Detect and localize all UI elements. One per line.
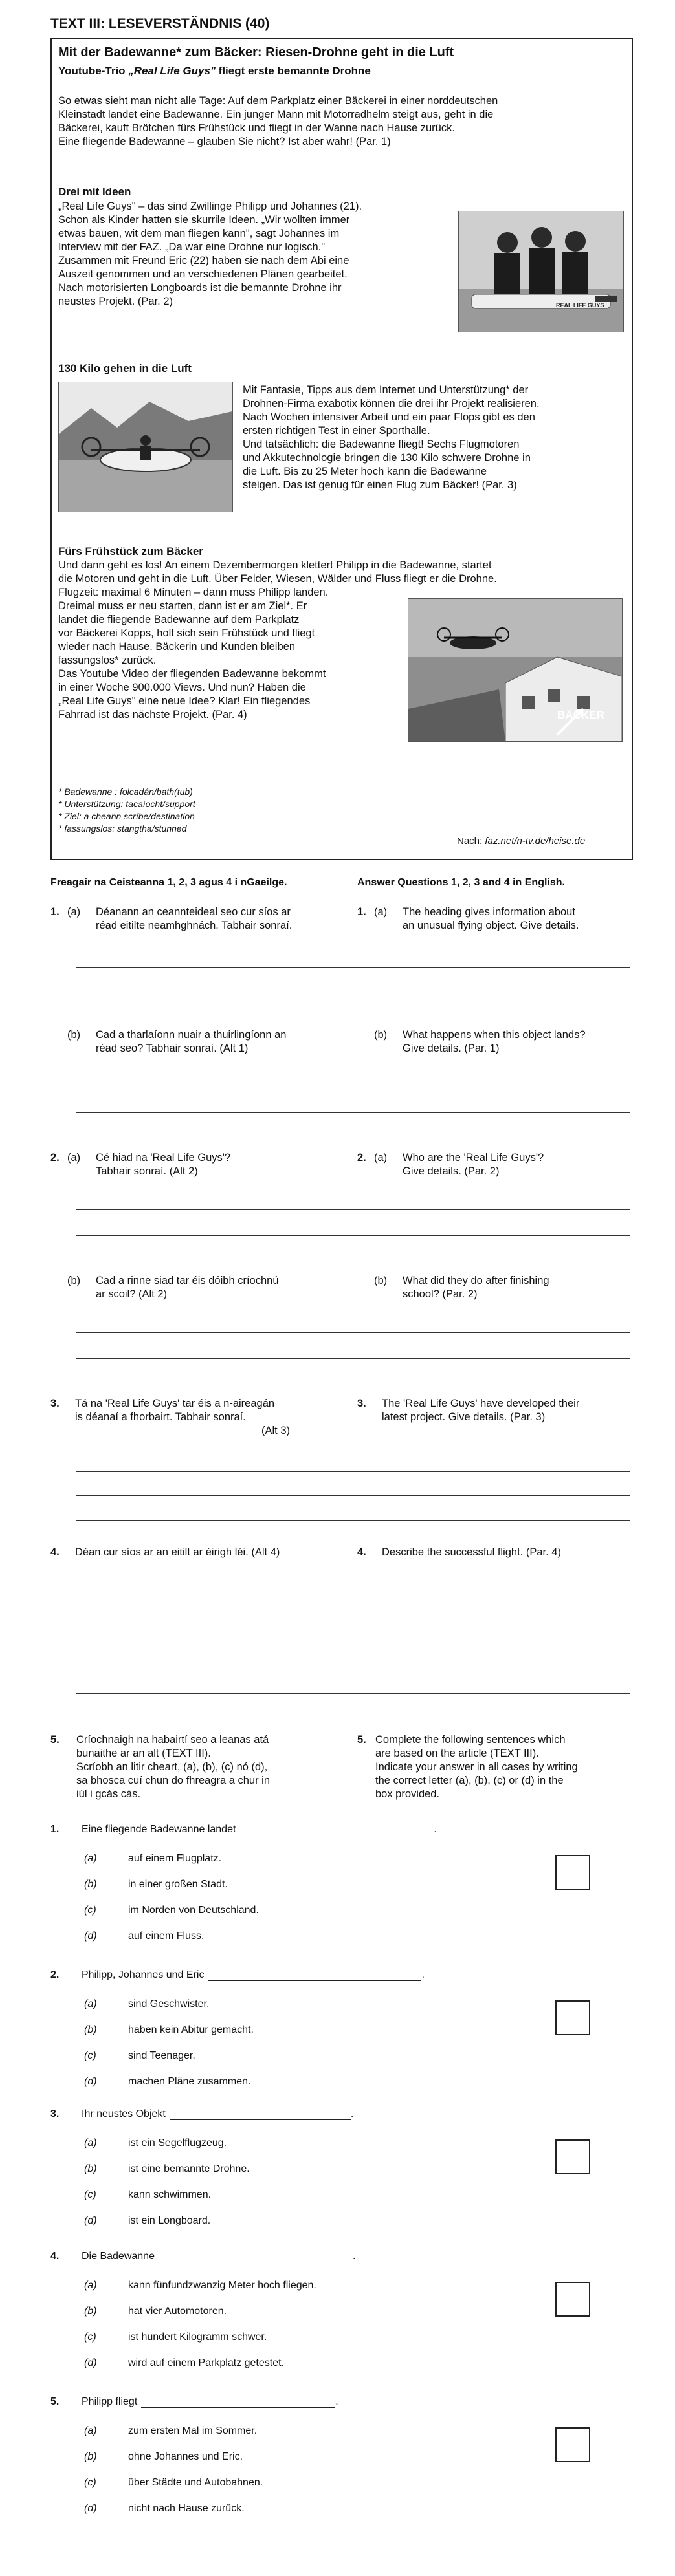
option-text: machen Pläne zusammen. <box>128 2076 251 2087</box>
answer-line[interactable] <box>76 1112 630 1113</box>
question-text-en: The 'Real Life Guys' have developed their <box>382 1398 580 1409</box>
text-line: „Real Life Guys" eine neue Idee? Klar! Ein fliegendes <box>58 695 311 707</box>
question-irish <box>50 1546 335 1559</box>
photo-bakery <box>408 598 623 742</box>
question-text: Cé hiad na 'Real Life Guys'? <box>96 1152 231 1164</box>
question-text: is déanaí a fhorbairt. Tabhair sonraí. <box>75 1411 246 1423</box>
text-line: Das Youtube Video der fliegenden Badewanne bekommt <box>58 668 326 680</box>
stem-text: Die Badewanne <box>82 2251 155 2262</box>
option-letter: (d) <box>84 1931 97 1942</box>
answer-box[interactable] <box>555 2282 590 2317</box>
text-line: Interview mit der FAZ. „Da war eine Drohne nur logisch." <box>58 241 326 253</box>
section-heading: 130 Kilo gehen in die Luft <box>58 362 192 374</box>
answer-line[interactable] <box>76 967 630 968</box>
option-text: ist ein Segelflugzeug. <box>128 2138 227 2148</box>
option-letter: (a) <box>84 2425 97 2436</box>
answer-line[interactable] <box>76 1358 630 1359</box>
option-letter: (d) <box>84 2215 97 2226</box>
q5-line: are based on the article (TEXT III). <box>375 1748 539 1759</box>
question-text: (Alt 3) <box>261 1425 290 1436</box>
article-intro <box>58 94 621 149</box>
text-line: Auszeit genommen und an verschiedenen Plänen gearbeitet. <box>58 268 348 280</box>
question-english <box>357 1397 642 1424</box>
stem-text: Philipp, Johannes und Eric <box>82 1969 205 1980</box>
article-subtitle <box>58 65 371 78</box>
text-line: neustes Projekt. (Par. 2) <box>58 296 173 307</box>
text-line: Und tatsächlich: die Badewanne fliegt! Sechs Flugmotoren <box>243 438 520 450</box>
item-stem <box>82 2396 338 2408</box>
section-3-text <box>58 586 421 722</box>
subtitle-post: fliegt erste bemannte Drohne <box>215 65 371 77</box>
option-letter: (d) <box>84 2357 97 2368</box>
option-text: zum ersten Mal im Sommer. <box>128 2425 258 2436</box>
question-text: Tabhair sonraí. (Alt 2) <box>96 1165 198 1177</box>
option-letter: (b) <box>84 2024 97 2035</box>
stem-text: Philipp fliegt <box>82 2396 138 2407</box>
text-line: Fahrrad ist das nächste Projekt. (Par. 4) <box>58 709 247 720</box>
item-number: 3. <box>50 2108 60 2119</box>
fill-blank[interactable] <box>208 1970 421 1981</box>
photo-real-life-guys <box>458 211 624 332</box>
q5-line: Complete the following sentences which <box>375 1734 566 1746</box>
item-number: 2. <box>50 1969 60 1980</box>
answer-line[interactable] <box>76 1495 630 1496</box>
option-letter: (d) <box>84 2503 97 2514</box>
option-text: ohne Johannes und Eric. <box>128 2451 243 2462</box>
question-text: Déanann an ceannteideal seo cur síos ar <box>96 906 291 918</box>
q5-number: 5. <box>50 1734 60 1746</box>
photo-caption: BÄCKER <box>557 709 604 721</box>
option-letter: (d) <box>84 2076 97 2087</box>
option-letter: (b) <box>84 2451 97 2462</box>
item-stem <box>82 2108 353 2120</box>
question-text-en: Give details. (Par. 2) <box>403 1165 500 1177</box>
answer-line[interactable] <box>76 1693 630 1694</box>
q5-line: Críochnaigh na habairtí seo a leanas atá <box>76 1734 269 1746</box>
option-text: nicht nach Hause zurück. <box>128 2503 245 2514</box>
option-letter: (c) <box>84 1905 96 1916</box>
text-line: die Motoren und geht in die Luft. Über Felder, Wiesen, Wälder und Fluss fliegt er die Drohne. <box>58 573 497 585</box>
subtitle-emphasis: „Real Life Guys" <box>128 65 216 77</box>
glossary-item: * Unterstützung: tacaíocht/support <box>58 799 195 809</box>
glossary-item: * Badewanne : folcadán/bath(tub) <box>58 786 193 797</box>
item-stem <box>82 2251 355 2262</box>
text-line: Nach motorisierten Longboards ist die bemannte Drohne ihr <box>58 282 342 294</box>
section-heading: Fürs Frühstück zum Bäcker <box>58 545 203 557</box>
option-text: hat vier Automotoren. <box>128 2306 227 2317</box>
option-letter: (b) <box>84 1879 97 1890</box>
question-text-en: The heading gives information about <box>403 906 575 918</box>
text-line: Drohnen-Firma exabotix können die drei ihr Projekt realisieren. <box>243 398 540 409</box>
option-letter: (a) <box>84 2280 97 2291</box>
text-line: ersten richtigen Test in einer Sporthalle. <box>243 425 430 437</box>
section-3-intro <box>58 559 628 586</box>
question-part-en: (b) <box>374 1275 388 1286</box>
question-text: Cad a tharlaíonn nuair a thuirlingíonn an <box>96 1029 287 1041</box>
subtitle-pre: Youtube-Trio <box>58 65 129 77</box>
option-text: sind Geschwister. <box>128 1998 210 2009</box>
text-line: wieder nach Hause. Bäckerin und Kunden bleiben <box>58 641 295 653</box>
glossary <box>58 786 195 835</box>
question-text-en: an unusual flying object. Give details. <box>403 920 579 931</box>
q5-line: bunaithe ar an alt (TEXT III). <box>76 1748 211 1759</box>
question-text-en: school? (Par. 2) <box>403 1288 478 1300</box>
question-number: 3. <box>50 1398 60 1409</box>
source-label: Nach: <box>457 836 485 847</box>
question-part: (a) <box>67 906 81 918</box>
intro-line: Kleinstadt landet eine Badewanne. Ein junger Mann mit Motorradhelm steigt aus, geht in die <box>58 109 494 120</box>
text-line: steigen. Das ist genug für einen Flug zum Bäcker! (Par. 3) <box>243 479 517 491</box>
text-line: Nach Wochen intensiver Arbeit und ein paar Flops gibt es den <box>243 411 535 423</box>
question-irish <box>50 1028 335 1055</box>
question-number: 2. <box>50 1152 60 1164</box>
section-heading: Drei mit Ideen <box>58 186 131 198</box>
question-part: (a) <box>67 1152 81 1164</box>
fill-blank[interactable] <box>141 2397 335 2408</box>
answer-line[interactable] <box>76 1520 630 1521</box>
option-text: im Norden von Deutschland. <box>128 1905 259 1916</box>
answer-box[interactable] <box>555 1855 590 1890</box>
q5-line: the correct letter (a), (b), (c) or (d) in the <box>375 1775 564 1786</box>
fill-blank[interactable] <box>170 2108 354 2120</box>
question-text-en: What happens when this object lands? <box>403 1029 586 1041</box>
option-letter: (a) <box>84 1998 97 2009</box>
text-line: vor Bäckerei Kopps, holt sich sein Frühstück und fliegt <box>58 627 315 639</box>
question-number-en: 4. <box>357 1546 366 1558</box>
stem-text: Ihr neustes Objekt <box>82 2108 166 2119</box>
question-english <box>357 1546 642 1559</box>
option-text: ist ein Longboard. <box>128 2215 211 2226</box>
intro-line: Bäckerei, kauft Brötchen fürs Frühstück und fliegt in der Wanne nach Hause zurück. <box>58 122 455 134</box>
item-stem <box>82 1824 437 1835</box>
option-text: wird auf einem Parkplatz getestet. <box>128 2357 285 2368</box>
text-line: „Real Life Guys" – das sind Zwillinge Philipp und Johannes (21). <box>58 200 362 212</box>
question-english <box>357 1028 642 1055</box>
question-part-en: (a) <box>374 906 388 918</box>
fill-blank[interactable] <box>239 1824 437 1835</box>
option-letter: (c) <box>84 2189 96 2200</box>
text-line: etwas bauen, wit dem man fliegen kann", sagt Johannes im <box>58 228 340 239</box>
text-line: die Luft. Bis zu 25 Meter hoch kann die Badewanne <box>243 466 487 477</box>
question-irish <box>50 1397 335 1438</box>
option-text: ist hundert Kilogramm schwer. <box>128 2332 267 2343</box>
article-title: Mit der Badewanne* zum Bäcker: Riesen-Drohne geht in die Luft <box>58 45 454 60</box>
text-line: Schon als Kinder hatten sie skurrile Ideen. „Wir wollten immer <box>58 214 350 226</box>
answer-line[interactable] <box>76 1471 630 1472</box>
option-text: sind Teenager. <box>128 2050 195 2061</box>
stem-text: Eine fliegende Badewanne landet <box>82 1824 236 1835</box>
item-number: 1. <box>50 1824 60 1835</box>
option-text: ist eine bemannte Drohne. <box>128 2163 250 2174</box>
source-value: faz.net/n-tv.de/heise.de <box>485 836 586 847</box>
question-number-en: 2. <box>357 1152 366 1164</box>
text-line: landet die fliegende Badewanne auf dem Parkplatz <box>58 614 300 625</box>
text-line: und Akkutechnologie bringen die 130 Kilo schwere Drohne in <box>243 452 531 464</box>
answer-line[interactable] <box>76 1209 630 1210</box>
text-line: Mit Fantasie, Tipps aus dem Internet und Unterstützung* der <box>243 384 529 396</box>
question-number-en: 1. <box>357 906 366 918</box>
option-text: haben kein Abitur gemacht. <box>128 2024 254 2035</box>
question-text: Cad a rinne siad tar éis dóibh críochnú <box>96 1275 279 1286</box>
photo-drone <box>58 382 233 512</box>
instructions-english: Answer Questions 1, 2, 3 and 4 in English. <box>357 877 565 888</box>
question-number: 1. <box>50 906 60 918</box>
option-letter: (b) <box>84 2163 97 2174</box>
q5-line: sa bhosca cuí chun do fhreagra a chur in <box>76 1775 271 1786</box>
question-english <box>357 905 642 933</box>
option-letter: (c) <box>84 2332 96 2343</box>
question-text-en: Give details. (Par. 1) <box>403 1043 500 1054</box>
stem-end: . <box>352 2251 356 2262</box>
item-number: 4. <box>50 2251 60 2262</box>
question-part-en: (a) <box>374 1152 388 1164</box>
photo-caption: REAL LIFE GUYS <box>556 302 604 308</box>
answer-box[interactable] <box>555 2000 590 2035</box>
stem-end: . <box>335 2396 338 2407</box>
option-text: auf einem Fluss. <box>128 1931 205 1942</box>
answer-line[interactable] <box>76 1332 630 1333</box>
option-letter: (c) <box>84 2477 96 2488</box>
glossary-item: * fassungslos: stangtha/stunned <box>58 823 187 834</box>
text-line: in einer Woche 900.000 Views. Und nun? Haben die <box>58 682 306 693</box>
section-1-text <box>58 200 447 308</box>
source-credit <box>457 836 585 847</box>
answer-box[interactable] <box>555 2427 590 2462</box>
stem-end: . <box>421 1969 425 1980</box>
option-text: über Städte und Autobahnen. <box>128 2477 263 2488</box>
question-text-en: Describe the successful flight. (Par. 4) <box>382 1546 561 1558</box>
option-letter: (a) <box>84 1853 97 1864</box>
question-text: Tá na 'Real Life Guys' tar éis a n-aireagán <box>75 1398 275 1409</box>
intro-line: Eine fliegende Badewanne – glauben Sie nicht? Ist aber wahr! (Par. 1) <box>58 136 391 147</box>
option-text: kann fünfundzwanzig Meter hoch fliegen. <box>128 2280 316 2291</box>
question-text-en: What did they do after finishing <box>403 1275 549 1286</box>
question-irish <box>50 905 335 933</box>
q5-irish <box>50 1733 322 1801</box>
text-line: Dreimal muss er neu starten, dann ist er am Ziel*. Er <box>58 600 307 612</box>
section-2-text <box>243 384 625 492</box>
q5-line: iúl i gcás cás. <box>76 1788 141 1800</box>
question-number: 4. <box>50 1546 60 1558</box>
instructions-irish: Freagair na Ceisteanna 1, 2, 3 agus 4 i nGaeilge. <box>50 877 287 888</box>
page-title: TEXT III: LESEVERSTÄNDNIS (40) <box>50 16 270 31</box>
q5-line: Scríobh an litir cheart, (a), (b), (c) nó (d), <box>76 1761 268 1773</box>
question-irish <box>50 1274 335 1301</box>
question-number-en: 3. <box>357 1398 366 1409</box>
option-letter: (c) <box>84 2050 96 2061</box>
option-letter: (b) <box>84 2306 97 2317</box>
q5-line: box provided. <box>375 1788 440 1800</box>
text-line: Flugzeit: maximal 6 Minuten – dann muss Philipp landen. <box>58 587 329 598</box>
question-part: (b) <box>67 1275 81 1286</box>
question-text: réad seo? Tabhair sonraí. (Alt 1) <box>96 1043 249 1054</box>
text-line: Zusammen mit Freund Eric (22) haben sie nach dem Abi eine <box>58 255 349 266</box>
answer-box[interactable] <box>555 2139 590 2174</box>
question-part: (b) <box>67 1029 81 1041</box>
item-stem <box>82 1969 425 1981</box>
intro-line: So etwas sieht man nicht alle Tage: Auf dem Parkplatz einer Bäckerei in einer norddeutschen <box>58 95 498 107</box>
question-text: Déan cur síos ar an eitilt ar éirigh léi. (Alt 4) <box>75 1546 280 1558</box>
text-line: fassungslos* zurück. <box>58 655 157 666</box>
option-text: kann schwimmen. <box>128 2189 212 2200</box>
item-number: 5. <box>50 2396 60 2407</box>
q5-line: Indicate your answer in all cases by writing <box>375 1761 578 1773</box>
question-english <box>357 1274 642 1301</box>
stem-end: . <box>350 2108 354 2119</box>
option-text: in einer großen Stadt. <box>128 1879 228 1890</box>
question-part-en: (b) <box>374 1029 388 1041</box>
answer-line[interactable] <box>76 1235 630 1236</box>
question-text-en: Who are the 'Real Life Guys'? <box>403 1152 544 1164</box>
glossary-item: * Ziel: a cheann scríbe/destination <box>58 811 195 821</box>
text-line: Und dann geht es los! An einem Dezembermorgen klettert Philipp in die Badewanne, startet <box>58 559 492 571</box>
option-text: auf einem Flugplatz. <box>128 1853 222 1864</box>
option-letter: (a) <box>84 2138 97 2148</box>
question-text-en: latest project. Give details. (Par. 3) <box>382 1411 546 1423</box>
q5-english <box>357 1733 642 1801</box>
fill-blank[interactable] <box>159 2251 356 2262</box>
question-english <box>357 1151 642 1178</box>
question-text: ar scoil? (Alt 2) <box>96 1288 168 1300</box>
question-irish <box>50 1151 335 1178</box>
stem-end: . <box>434 1824 437 1835</box>
q5-number-en: 5. <box>357 1734 366 1746</box>
question-text: réad eitilte neamhghnách. Tabhair sonraí. <box>96 920 293 931</box>
